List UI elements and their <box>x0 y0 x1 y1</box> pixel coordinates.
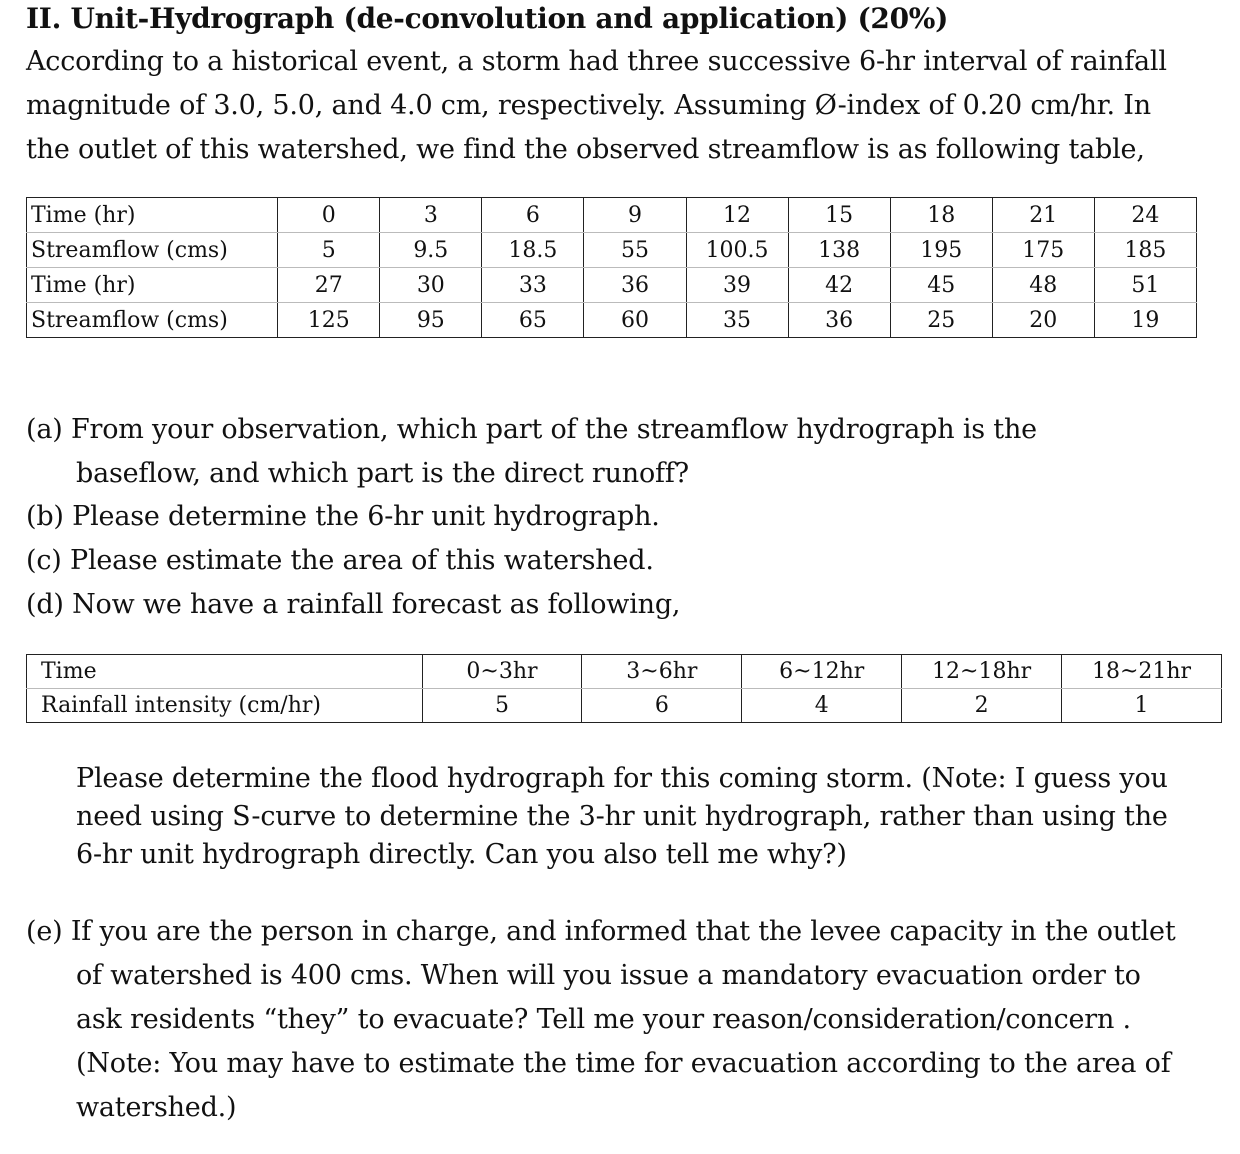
question-e-line: of watershed is 400 cms. When will you issue a mandatory evacuation order to <box>76 960 1141 991</box>
question-e-line: watershed.) <box>76 1092 237 1123</box>
streamflow-table <box>26 197 1197 338</box>
table-row <box>27 689 1222 723</box>
table-cell: 5 <box>278 233 380 268</box>
rainfall-forecast-table <box>26 654 1222 723</box>
table-cell: 6 <box>582 689 742 723</box>
table-cell: 0~3hr <box>422 655 582 689</box>
question-e <box>26 910 1226 1130</box>
intro-line: According to a historical event, a storm had three successive 6-hr interval of rainfall <box>26 46 1167 77</box>
table-cell: 3~6hr <box>582 655 742 689</box>
row-label: Rainfall intensity (cm/hr) <box>27 689 423 723</box>
table-cell: 9.5 <box>380 233 482 268</box>
question-c: (c) Please estimate the area of this watershed. <box>26 545 654 576</box>
table-cell: 45 <box>890 268 992 303</box>
table-row <box>27 198 1197 233</box>
question-a-line1: (a) From your observation, which part of the streamflow hydrograph is the <box>26 414 1037 445</box>
note-line: 6-hr unit hydrograph directly. Can you also tell me why?) <box>76 839 847 870</box>
section-title: II. Unit-Hydrograph (de-convolution and application) (20%) <box>26 2 949 35</box>
table-cell: 138 <box>788 233 890 268</box>
table-cell: 18.5 <box>482 233 584 268</box>
note-line: need using S-curve to determine the 3-hr unit hydrograph, rather than using the <box>76 801 1168 832</box>
question-a <box>26 408 1037 496</box>
row-label: Time (hr) <box>27 198 278 233</box>
table-cell: 1 <box>1062 689 1222 723</box>
row-label: Streamflow (cms) <box>27 303 278 338</box>
table-cell: 12 <box>686 198 788 233</box>
table-cell: 30 <box>380 268 482 303</box>
table-row <box>27 268 1197 303</box>
table-cell: 125 <box>278 303 380 338</box>
table-row <box>27 303 1197 338</box>
row-label: Streamflow (cms) <box>27 233 278 268</box>
s-curve-note <box>76 760 1206 874</box>
table-cell: 100.5 <box>686 233 788 268</box>
table-cell: 9 <box>584 198 686 233</box>
table-cell: 2 <box>902 689 1062 723</box>
table-cell: 20 <box>992 303 1094 338</box>
row-label: Time <box>27 655 423 689</box>
table-cell: 15 <box>788 198 890 233</box>
table-cell: 18~21hr <box>1062 655 1222 689</box>
note-line: Please determine the flood hydrograph for this coming storm. (Note: I guess you <box>76 763 1168 794</box>
table-cell: 21 <box>992 198 1094 233</box>
table-cell: 0 <box>278 198 380 233</box>
table-cell: 185 <box>1094 233 1196 268</box>
intro-line: magnitude of 3.0, 5.0, and 4.0 cm, respectively. Assuming Ø-index of 0.20 cm/hr. In <box>26 90 1151 121</box>
table-cell: 39 <box>686 268 788 303</box>
table-cell: 36 <box>788 303 890 338</box>
table-cell: 51 <box>1094 268 1196 303</box>
table-cell: 195 <box>890 233 992 268</box>
table-cell: 65 <box>482 303 584 338</box>
table-cell: 35 <box>686 303 788 338</box>
table-cell: 25 <box>890 303 992 338</box>
table-cell: 55 <box>584 233 686 268</box>
table-cell: 27 <box>278 268 380 303</box>
table-cell: 60 <box>584 303 686 338</box>
table-cell: 12~18hr <box>902 655 1062 689</box>
table-cell: 36 <box>584 268 686 303</box>
question-e-line: (Note: You may have to estimate the time for evacuation according to the area of <box>76 1048 1171 1079</box>
table-cell: 48 <box>992 268 1094 303</box>
table-cell: 6~12hr <box>742 655 902 689</box>
table-row <box>27 655 1222 689</box>
table-cell: 5 <box>422 689 582 723</box>
question-e-line: (e) If you are the person in charge, and informed that the levee capacity in the outlet <box>26 916 1176 947</box>
table-cell: 33 <box>482 268 584 303</box>
table-cell: 24 <box>1094 198 1196 233</box>
question-e-line: ask residents “they” to evacuate? Tell me your reason/consideration/concern . <box>76 1004 1131 1035</box>
question-a-line2: baseflow, and which part is the direct runoff? <box>76 458 689 489</box>
table-cell: 4 <box>742 689 902 723</box>
table-cell: 18 <box>890 198 992 233</box>
question-b: (b) Please determine the 6-hr unit hydrograph. <box>26 501 660 532</box>
table-cell: 95 <box>380 303 482 338</box>
row-label: Time (hr) <box>27 268 278 303</box>
question-d: (d) Now we have a rainfall forecast as following, <box>26 589 681 620</box>
table-row <box>27 233 1197 268</box>
table-cell: 6 <box>482 198 584 233</box>
table-cell: 42 <box>788 268 890 303</box>
table-cell: 19 <box>1094 303 1196 338</box>
intro-line: the outlet of this watershed, we find the observed streamflow is as following table, <box>26 134 1145 165</box>
table-cell: 3 <box>380 198 482 233</box>
table-cell: 175 <box>992 233 1094 268</box>
intro-paragraph <box>26 40 1216 172</box>
